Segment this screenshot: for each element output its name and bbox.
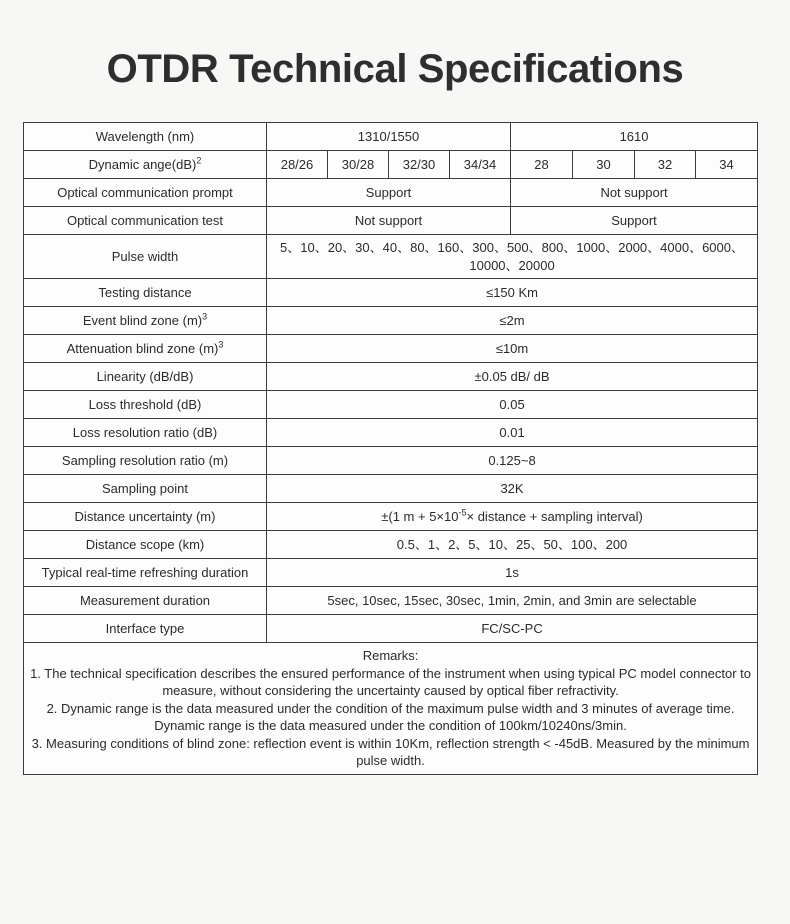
event-blind-zone-label-superscript: 3 [202, 311, 208, 322]
dynamic-range-value: 34 [696, 151, 758, 179]
remarks-item-2: 2. Dynamic range is the data measured under the condition of the maximum pulse width and 3 minutes of average time. Dynamic range is the data measured under the condition of 100km/10240ns/3min. [46, 700, 735, 734]
attenuation-blind-zone-label-text: Attenuation blind zone (m) [66, 340, 219, 356]
table-row-loss-resolution-ratio [24, 419, 758, 447]
event-blind-zone-value: ≤2m [267, 307, 758, 335]
distance-uncertainty-value [267, 503, 758, 531]
row-label-wavelength: Wavelength (nm) [24, 123, 267, 151]
wavelength-group-1: 1310/1550 [267, 123, 511, 151]
row-label-event-blind-zone [24, 307, 267, 335]
row-label-pulse-width: Pulse width [24, 235, 267, 279]
row-label-sampling-resolution-ratio: Sampling resolution ratio (m) [24, 447, 267, 475]
pulse-width-value: 5、10、20、30、40、80、160、300、500、800、1000、2000、4000、6000、10000、20000 [267, 235, 758, 279]
spec-table-container [23, 122, 757, 775]
row-label-loss-threshold: Loss threshold (dB) [24, 391, 267, 419]
otdr-specification-table [23, 122, 758, 775]
row-label-optical-communication-prompt: Optical communication prompt [24, 179, 267, 207]
optical-comm-test-group-1: Not support [267, 207, 511, 235]
page-title-text: OTDR Technical Specifications [106, 47, 684, 91]
sampling-point-value: 32K [267, 475, 758, 503]
formula-after: × distance + sampling interval) [466, 508, 643, 524]
dynamic-range-value: 28/26 [267, 151, 328, 179]
linearity-value: ±0.05 dB/ dB [267, 363, 758, 391]
attenuation-blind-zone-value: ≤10m [267, 335, 758, 363]
table-row-interface-type [24, 615, 758, 643]
optical-comm-prompt-group-2: Not support [511, 179, 758, 207]
refreshing-duration-value: 1s [267, 559, 758, 587]
interface-type-value: FC/SC-PC [267, 615, 758, 643]
measurement-duration-value: 5sec, 10sec, 15sec, 30sec, 1min, 2min, and 3min are selectable [267, 587, 758, 615]
table-row-sampling-resolution-ratio [24, 447, 758, 475]
optical-comm-test-group-2: Support [511, 207, 758, 235]
dynamic-range-value: 30/28 [328, 151, 389, 179]
table-row-wavelength [24, 123, 758, 151]
page-title [0, 0, 790, 92]
row-label-interface-type: Interface type [24, 615, 267, 643]
dynamic-range-value: 34/34 [450, 151, 511, 179]
dynamic-range-value: 32/30 [389, 151, 450, 179]
dynamic-range-label-superscript: 2 [196, 155, 202, 166]
optical-comm-prompt-group-1: Support [267, 179, 511, 207]
row-label-measurement-duration: Measurement duration [24, 587, 267, 615]
event-blind-zone-label-text: Event blind zone (m) [82, 312, 203, 328]
table-row-dynamic-range [24, 151, 758, 179]
table-row-distance-scope [24, 531, 758, 559]
table-row-attenuation-blind-zone [24, 335, 758, 363]
table-row-measurement-duration [24, 587, 758, 615]
row-label-optical-communication-test: Optical communication test [24, 207, 267, 235]
table-row-pulse-width [24, 235, 758, 279]
dynamic-range-value: 32 [635, 151, 696, 179]
table-row-optical-communication-test [24, 207, 758, 235]
formula-exponent: -5 [458, 507, 467, 518]
table-row-loss-threshold [24, 391, 758, 419]
table-row-event-blind-zone [24, 307, 758, 335]
row-label-refreshing-duration: Typical real-time refreshing duration [24, 559, 267, 587]
row-label-dynamic-range [24, 151, 267, 179]
row-label-testing-distance: Testing distance [24, 279, 267, 307]
remarks-heading: Remarks: [362, 648, 419, 664]
remarks-item-1: 1. The technical specification describes the ensured performance of the instrument when using typical PC model connector to measure, without considering the uncertainty caused by optical fiber refractivity. [30, 665, 751, 699]
dynamic-range-label-text: Dynamic ange(dB) [88, 156, 197, 172]
loss-resolution-ratio-value: 0.01 [267, 419, 758, 447]
row-label-linearity: Linearity (dB/dB) [24, 363, 267, 391]
table-row-distance-uncertainty [24, 503, 758, 531]
attenuation-blind-zone-label-superscript: 3 [218, 339, 224, 350]
remarks-item-3: 3. Measuring conditions of blind zone: reflection event is within 10Km, reflection strength < -45dB. Measured by the minimum pulse width. [31, 735, 750, 769]
table-row-optical-communication-prompt [24, 179, 758, 207]
distance-scope-value: 0.5、1、2、5、10、25、50、100、200 [267, 531, 758, 559]
row-label-distance-uncertainty: Distance uncertainty (m) [24, 503, 267, 531]
table-row-remarks [24, 643, 758, 775]
remarks-cell [24, 643, 758, 775]
dynamic-range-value: 28 [511, 151, 573, 179]
table-row-linearity [24, 363, 758, 391]
row-label-distance-scope: Distance scope (km) [24, 531, 267, 559]
sampling-resolution-ratio-value: 0.125~8 [267, 447, 758, 475]
row-label-attenuation-blind-zone [24, 335, 267, 363]
table-row-testing-distance [24, 279, 758, 307]
row-label-sampling-point: Sampling point [24, 475, 267, 503]
formula-before: ±(1 m + 5×10 [381, 508, 459, 524]
dynamic-range-value: 30 [573, 151, 635, 179]
table-row-refreshing-duration [24, 559, 758, 587]
wavelength-group-2: 1610 [511, 123, 758, 151]
row-label-loss-resolution-ratio: Loss resolution ratio (dB) [24, 419, 267, 447]
testing-distance-value: ≤150 Km [267, 279, 758, 307]
table-row-sampling-point [24, 475, 758, 503]
loss-threshold-value: 0.05 [267, 391, 758, 419]
